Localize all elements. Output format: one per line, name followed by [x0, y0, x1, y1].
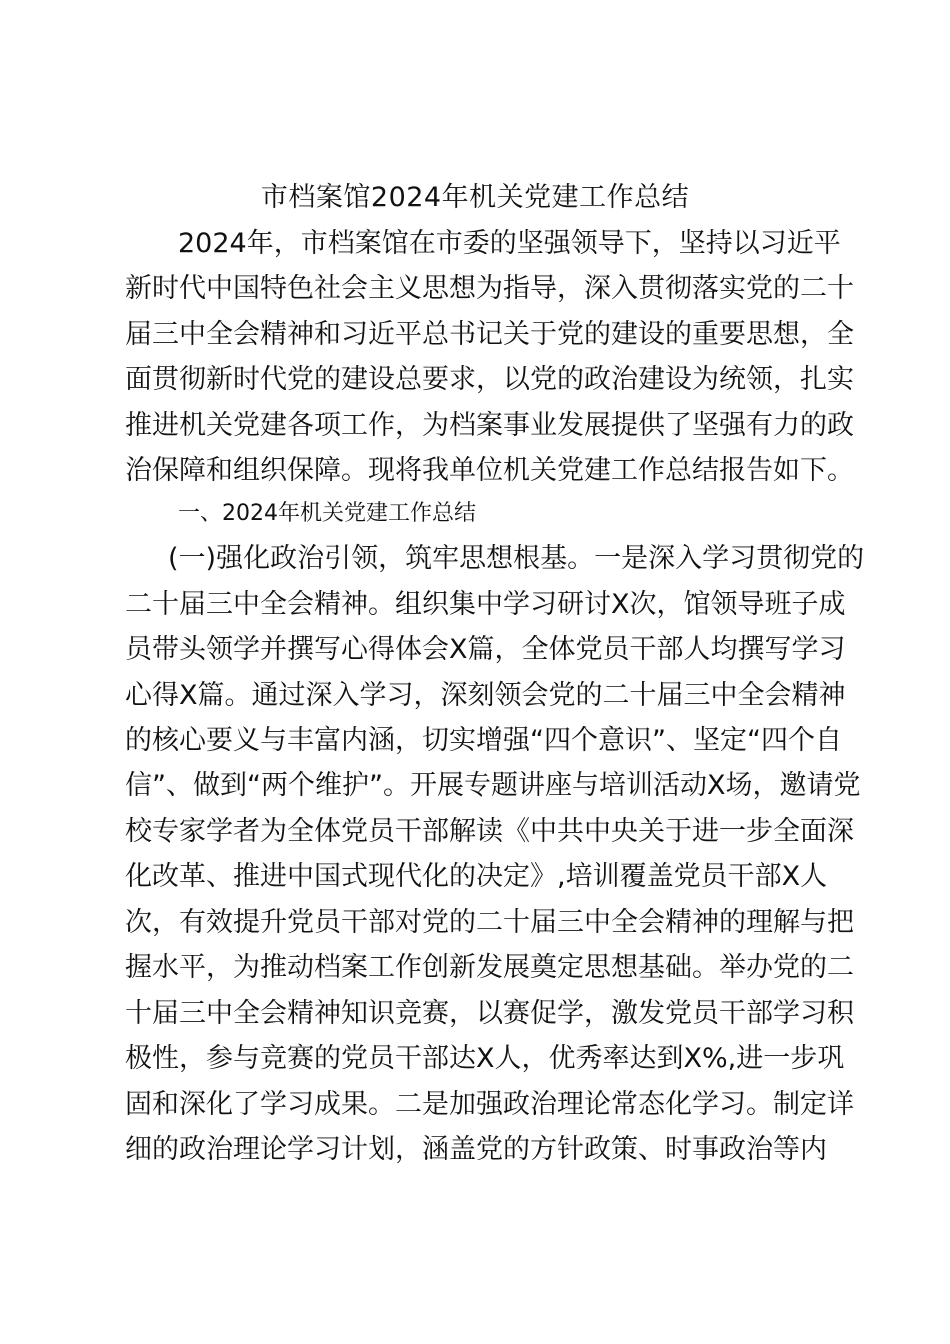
- body-line-5: 的核心要义与丰富内涵，切实增强“四个意识”、坚定“四个自: [125, 725, 842, 756]
- body-line-10: 握水平，为推动档案工作创新发展奠定思想基础。举办党的二: [125, 952, 854, 983]
- intro-line-6: 治保障和组织保障。现将我单位机关党建工作总结报告如下。: [125, 455, 854, 486]
- intro-line-4: 面贯彻新时代党的建设总要求，以党的政治建设为统领，扎实: [125, 364, 854, 395]
- intro-line-5: 推进机关党建各项工作，为档案事业发展提供了坚强有力的政: [125, 410, 854, 441]
- intro-line-2: 新时代中国特色社会主义思想为指导，深入贯彻落实党的二十: [125, 273, 854, 304]
- body-line-4: 心得X篇。通过深入学习，深刻领会党的二十届三中全会精神: [125, 680, 846, 711]
- body-line-11: 十届三中全会精神知识竞赛，以赛促学，激发党员干部学习积: [125, 998, 854, 1029]
- body-line-1: (一)强化政治引领，筑牢思想根基。一是深入学习贯彻党的: [168, 543, 865, 574]
- body-line-7: 校专家学者为全体党员干部解读《中共中央关于进一步全面深: [125, 816, 854, 847]
- body-line-2: 二十届三中全会精神。组织集中学习研讨X次，馆领导班子成: [125, 589, 846, 620]
- body-line-9: 次，有效提升党员干部对党的二十届三中全会精神的理解与把: [125, 907, 854, 938]
- body-line-3: 员带头领学并撰写心得体会X篇，全体党员干部人均撰写学习: [125, 634, 846, 665]
- intro-line-3: 届三中全会精神和习近平总书记关于党的建设的重要思想，全: [125, 319, 854, 350]
- document-title: 市档案馆2024年机关党建工作总结: [260, 182, 690, 213]
- body-line-14: 细的政治理论学习计划，涵盖党的方针政策、时事政治等内: [125, 1134, 827, 1165]
- body-line-8: 化改革、推进中国式现代化的决定》,培训覆盖党员干部X人: [125, 861, 828, 892]
- body-line-6: 信”、做到“两个维护”。开展专题讲座与培训活动X场，邀请党: [125, 770, 861, 801]
- section-heading: 一、2024年机关党建工作总结: [178, 501, 476, 526]
- body-line-13: 固和深化了学习成果。二是加强政治理论常态化学习。制定详: [125, 1089, 854, 1120]
- intro-line-1: 2024年，市档案馆在市委的坚强领导下，坚持以习近平: [178, 228, 841, 259]
- body-line-12: 极性，参与竞赛的党员干部达X人，优秀率达到X%,进一步巩: [125, 1043, 845, 1074]
